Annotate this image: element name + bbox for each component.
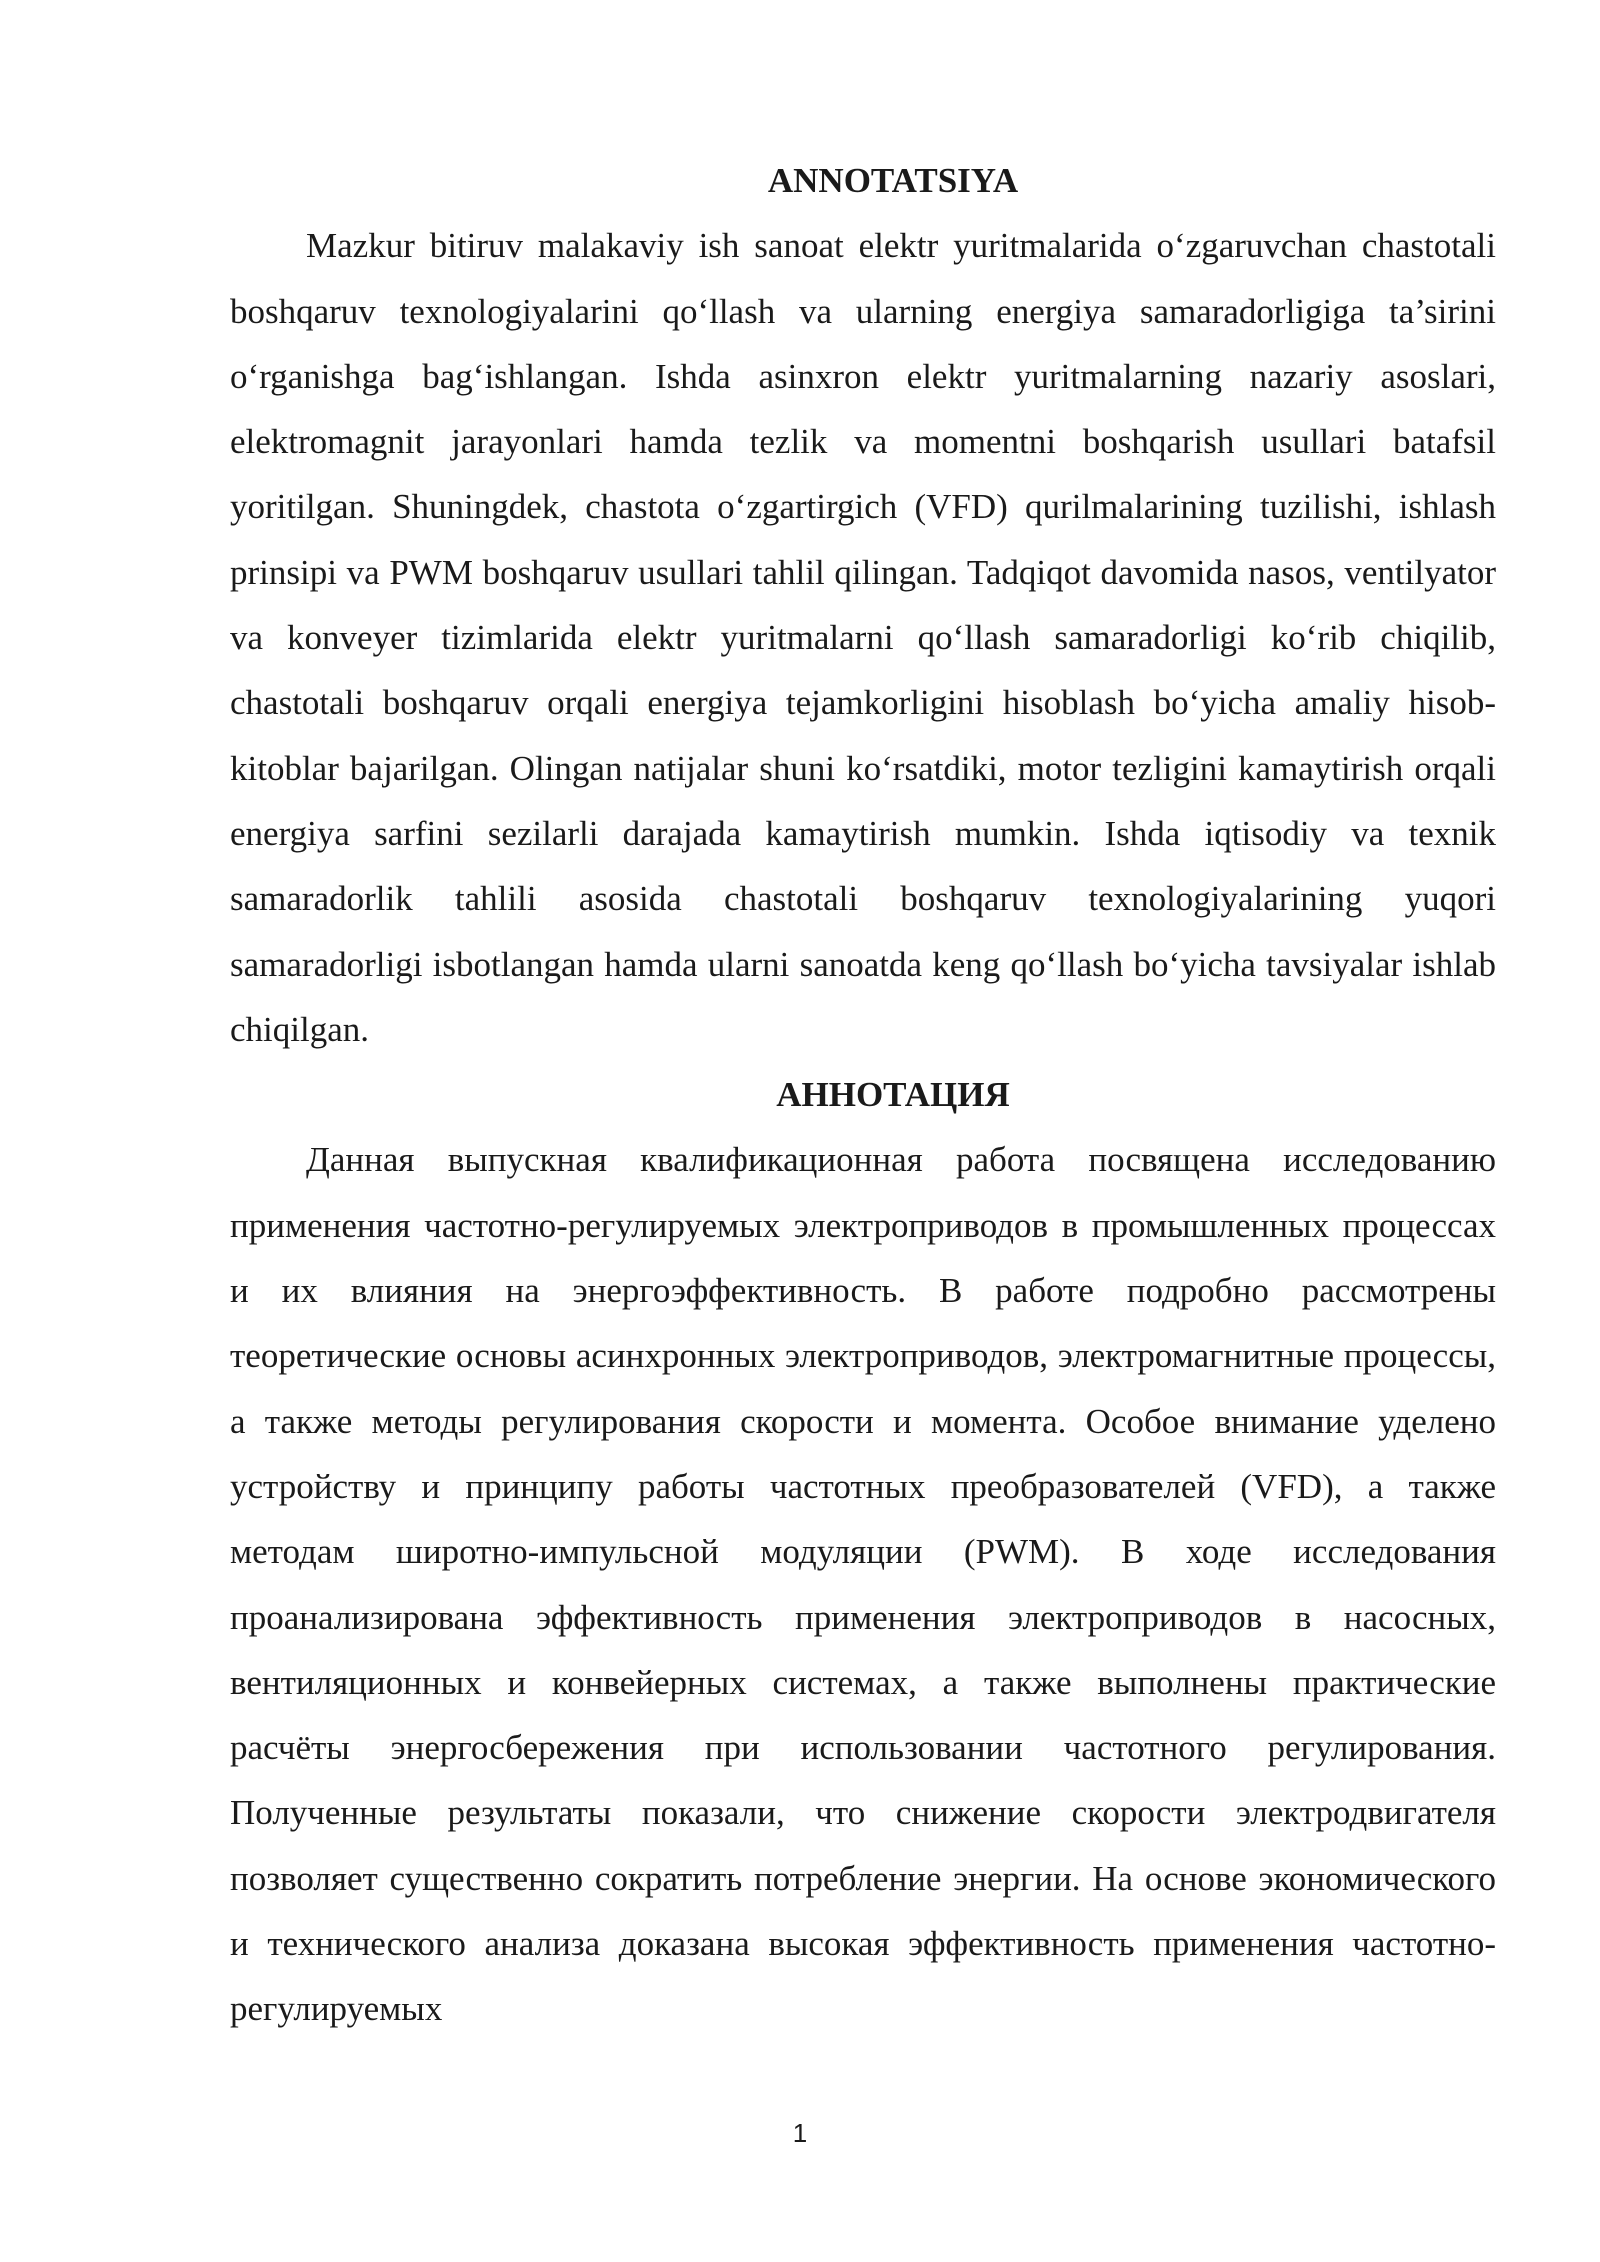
heading-uzbek-annotation: ANNOTATSIYA: [767, 161, 1019, 200]
page-number: 1: [792, 2118, 808, 2148]
page-content: [230, 148, 1496, 2042]
paragraph-russian-annotation: Данная выпускная квалификационная работа посвящена исследованию применения частотно-регулируемых электроприводов в промышленных процессах и их влияния на энергоэффективность. В работе подробно рассмотрены теоретические основы асинхронных электроприводов, электромагнитные процессы, а также методы регулирования скорости и момента. Особое внимание уделено устройству и принципу работы частотных преобразователей (VFD), а также методам широтно-импульсной модуляции (PWM). В ходе исследования проанализирована эффективность применения электроприводов в насосных, вентиляционных и конвейерных системах, а также выполнены практические расчёты энергосбережения при использовании частотного регулирования. Полученные результаты показали, что снижение скорости электродвигателя позволяет существенно сократить потребление энергии. На основе экономического и технического анализа доказана высокая эффективность применения частотно-регулируемых: [230, 1140, 1496, 2029]
paragraph-uzbek-annotation: Mazkur bitiruv malakaviy ish sanoat elektr yuritmalarida o‘zgaruvchan chastotali boshqaruv texnologiyalarini qo‘llash va ularning energiya samaradorligiga ta’sirini o‘rganishga bag‘ishlangan. Ishda asinxron elektr yuritmalarning nazariy asoslari, elektromagnit jarayonlari hamda tezlik va momentni boshqarish usullari batafsil yoritilgan. Shuningdek, chastota o‘zgartirgich (VFD) qurilmalarining tuzilishi, ishlash prinsipi va PWM boshqaruv usullari tahlil qilingan. Tadqiqot davomida nasos, ventilyator va konveyer tizimlarida elektr yuritmalarni qo‘llash samaradorligi ko‘rib chiqilib, chastotali boshqaruv orqali energiya tejamkorligini hisoblash bo‘yicha amaliy hisob-kitoblar bajarilgan. Olingan natijalar shuni ko‘rsatdiki, motor tezligini kamaytirish orqali energiya sarfini sezilarli darajada kamaytirish mumkin. Ishda iqtisodiy va texnik samaradorlik tahlili asosida chastotali boshqaruv texnologiyalarining yuqori samaradorligi isbotlangan hamda ularni sanoatda keng qo‘llash bo‘yicha tavsiyalar ishlab chiqilgan.: [230, 226, 1496, 1049]
heading-russian-annotation: АННОТАЦИЯ: [776, 1075, 1010, 1115]
